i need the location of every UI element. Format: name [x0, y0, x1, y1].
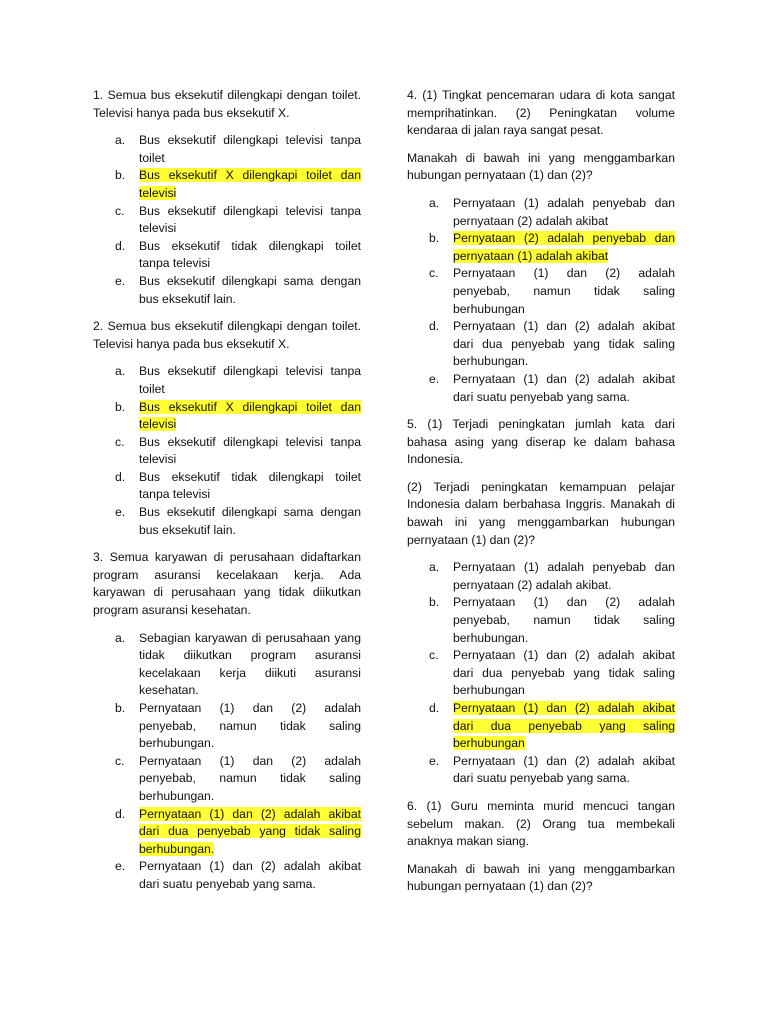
answer-option-a: a. Pernyataan (1) adalah penyebab dan pernyataan (2) adalah akibat	[429, 195, 675, 228]
answer-option-a: a. Bus eksekutif dilengkapi televisi tanpa toilet	[115, 133, 361, 165]
answer-option-d: d. Pernyataan (1) dan (2) adalah akibat dari dua penyebab yang tidak saling berhubungan.	[429, 319, 675, 369]
answer-options	[407, 195, 675, 406]
answer-option-c: c. Pernyataan (1) dan (2) adalah penyebab, namun tidak saling berhubungan.	[115, 753, 361, 803]
answer-options	[93, 132, 361, 308]
answer-option-b: b. Pernyataan (2) adalah penyebab dan pernyataan (1) adalah akibat	[429, 231, 675, 263]
answer-option-d: d. Pernyataan (1) dan (2) adalah akibat dari dua penyebab yang tidak saling berhubungan.	[115, 806, 361, 856]
answer-option-a: a. Sebagian karyawan di perusahaan yang tidak diikutkan program asuransi kecelakaan kerja diikuti asuransi kesehatan.	[115, 630, 361, 698]
answer-option-d: d. Bus eksekutif tidak dilengkapi toilet tanpa televisi	[115, 469, 361, 502]
answer-option-b: b. Bus eksekutif X dilengkapi toilet dan televisi	[115, 168, 361, 200]
question-5	[407, 416, 675, 788]
answer-option-a: a. Bus eksekutif dilengkapi televisi tanpa toilet	[115, 364, 361, 396]
question-stem: 4. (1) Tingkat pencemaran udara di kota sangat memprihatinkan. (2) Peningkatan volume kendaraa di jalan raya sangat pesat.	[407, 88, 675, 138]
answer-option-e: e. Pernyataan (1) dan (2) adalah akibat dari suatu penyebab yang sama.	[115, 859, 361, 891]
answer-option-b: b. Bus eksekutif X dilengkapi toilet dan televisi	[115, 399, 361, 432]
answer-option-c: c. Pernyataan (1) dan (2) adalah akibat dari dua penyebab yang tidak saling berhubungan	[429, 648, 675, 698]
answer-option-e: e. Bus eksekutif dilengkapi sama dengan bus eksekutif lain.	[115, 273, 361, 306]
answer-option-e: e. Pernyataan (1) dan (2) adalah akibat dari suatu penyebab yang sama.	[429, 371, 675, 404]
answer-options	[93, 630, 361, 894]
question-stem: 5. (1) Terjadi peningkatan jumlah kata dari bahasa asing yang diserap ke dalam bahasa Indonesia.	[407, 417, 675, 467]
answer-option-e: e. Pernyataan (1) dan (2) adalah akibat dari suatu penyebab yang sama.	[429, 753, 675, 786]
answer-option-d: d. Pernyataan (1) dan (2) adalah akibat dari dua penyebab yang saling berhubungan	[429, 701, 675, 751]
question-1	[93, 87, 361, 308]
question-stem: 2. Semua bus eksekutif dilengkapi dengan toilet. Televisi hanya pada bus eksekutif X.	[93, 319, 361, 351]
answer-options	[407, 559, 675, 788]
question-4	[407, 87, 675, 406]
question-prompt: Manakah di bawah ini yang menggambarkan hubungan pernyataan (1) dan (2)?	[407, 150, 675, 183]
left-column	[93, 87, 361, 904]
answer-option-d: d. Bus eksekutif tidak dilengkapi toilet tanpa televisi	[115, 238, 361, 271]
question-stem: 6. (1) Guru meminta murid mencuci tangan sebelum makan. (2) Orang tua membekali anaknya makan siang.	[407, 798, 675, 849]
answer-options	[93, 363, 361, 539]
answer-option-c: c. Bus eksekutif dilengkapi televisi tanpa televisi	[115, 434, 361, 467]
question-prompt: (2) Terjadi peningkatan kemampuan pelajar Indonesia dalam berbahasa Inggris. Manakah di bawah ini yang menggambarkan hubungan pernyataan (1) dan (2)?	[407, 479, 675, 547]
answer-option-a: a. Pernyataan (1) adalah penyebab dan pernyataan (2) adalah akibat.	[429, 560, 675, 592]
answer-option-b: b. Pernyataan (1) dan (2) adalah penyebab, namun tidak saling berhubungan.	[115, 701, 361, 751]
question-prompt: Manakah di bawah ini yang menggambarkan hubungan pernyataan (1) dan (2)?	[407, 861, 675, 894]
question-3	[93, 549, 361, 893]
question-6	[407, 798, 675, 896]
right-column	[407, 87, 675, 906]
question-2	[93, 318, 361, 539]
answer-option-b: b. Pernyataan (1) dan (2) adalah penyebab, namun tidak saling berhubungan.	[429, 595, 675, 645]
question-stem: 3. Semua karyawan di perusahaan didaftarkan program asuransi kecelakaan kerja. Ada karyawan di perusahaan yang tidak diikutkan program asuransi kesehatan.	[93, 550, 361, 618]
answer-option-e: e. Bus eksekutif dilengkapi sama dengan bus eksekutif lain.	[115, 505, 361, 537]
answer-option-c: c. Bus eksekutif dilengkapi televisi tanpa televisi	[115, 203, 361, 236]
question-stem: 1. Semua bus eksekutif dilengkapi dengan toilet. Televisi hanya pada bus eksekutif X.	[93, 88, 361, 120]
answer-option-c: c. Pernyataan (1) dan (2) adalah penyebab, namun tidak saling berhubungan	[429, 266, 675, 316]
